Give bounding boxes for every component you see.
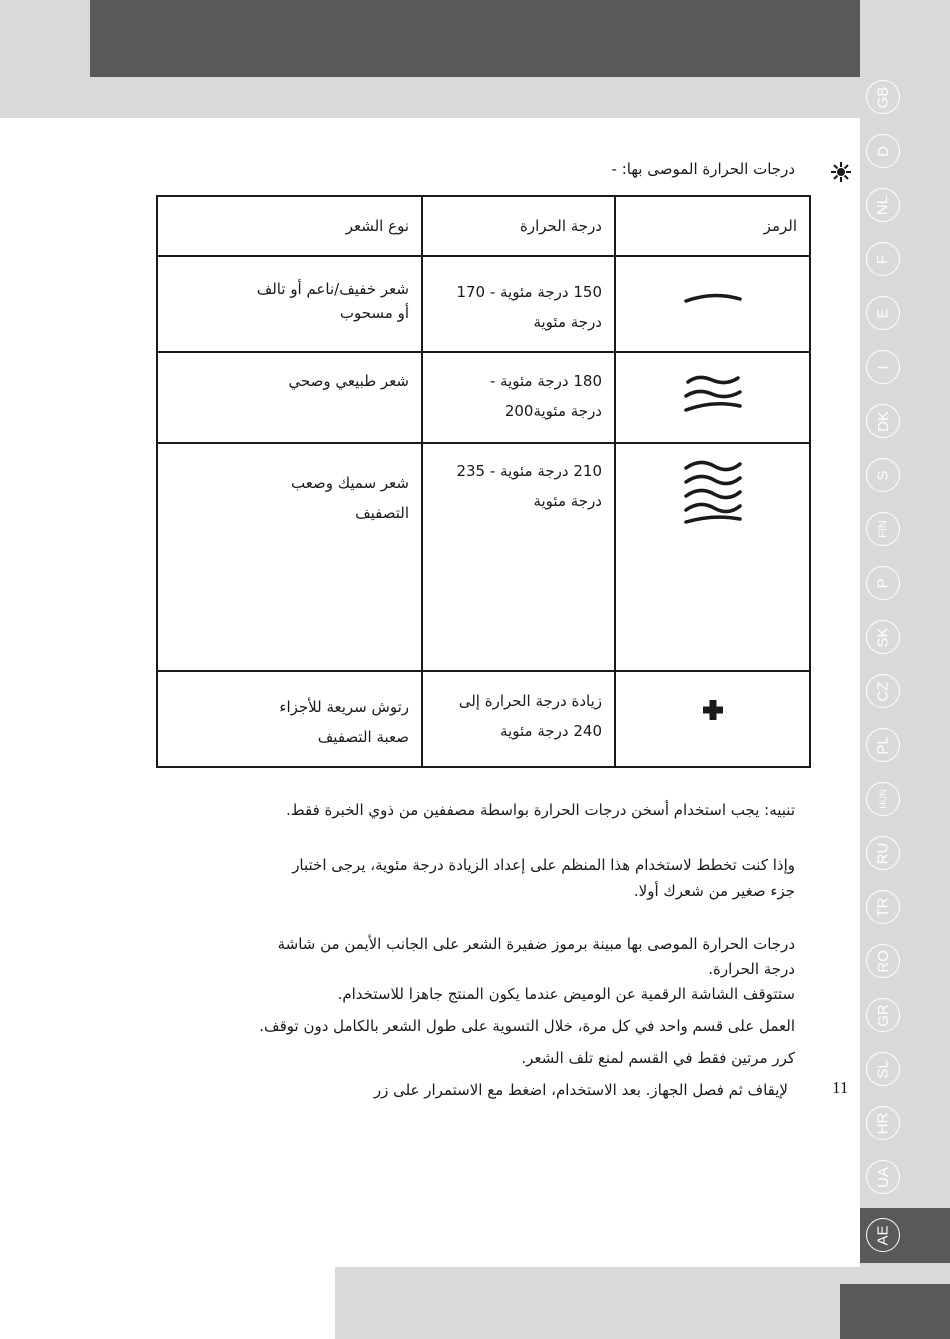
- one-section-line: العمل على قسم واحد في كل مرة، خلال التسوية على طول الشعر بالكامل دون توقف.: [259, 1017, 795, 1035]
- symbol-cell: [615, 256, 810, 352]
- header-hair-type: نوع الشعر: [157, 196, 422, 256]
- lang-tab-dk[interactable]: DK: [866, 404, 900, 438]
- table-row: [157, 443, 810, 671]
- temperature-cell: 150 درجة مئوية - 170 درجة مئوية: [422, 256, 615, 352]
- lang-tab-ru[interactable]: RU: [866, 836, 900, 870]
- hair-type-cell: شعر طبيعي وصحي: [157, 352, 422, 443]
- temperature-cell: 180 درجة مئوية - درجة مئوية200: [422, 352, 615, 443]
- lang-tab-hr[interactable]: HR: [866, 1106, 900, 1140]
- lang-tab-gb[interactable]: GB: [866, 80, 900, 114]
- lang-tab-ua[interactable]: UA: [866, 1160, 900, 1194]
- lang-tab-ro[interactable]: RO: [866, 944, 900, 978]
- warning-paragraph: تنبيه: يجب استخدام أسخن درجات الحرارة بواسطة مصففين من ذوي الخبرة فقط.: [286, 801, 795, 819]
- lang-tab-i[interactable]: I: [866, 350, 900, 384]
- table-header-row: [157, 196, 810, 256]
- three-waves-icon: [678, 456, 748, 526]
- header-symbol: الرمز: [615, 196, 810, 256]
- plus-icon: [701, 698, 725, 722]
- header-temperature: درجة الحرارة: [422, 196, 615, 256]
- lang-tab-nl[interactable]: NL: [866, 188, 900, 222]
- boost-test-line: وإذا كنت تخطط لاستخدام هذا المنظم على إعداد الزيادة درجة مئوية، يرجى اختبار: [292, 856, 795, 874]
- symbol-cell: [615, 443, 810, 671]
- display-ready-line: ستتوقف الشاشة الرقمية عن الوميض عندما يكون المنتج جاهزا للاستخدام.: [337, 985, 795, 1003]
- lang-tab-ae[interactable]: AE: [866, 1218, 900, 1252]
- repeat-twice-line: كرر مرتين فقط في القسم لمنع تلف الشعر.: [521, 1049, 795, 1067]
- lang-tab-cz[interactable]: CZ: [866, 674, 900, 708]
- lang-tab-s[interactable]: S: [866, 458, 900, 492]
- lang-tab-gr[interactable]: GR: [866, 998, 900, 1032]
- lang-tab-f[interactable]: F: [866, 242, 900, 276]
- lang-tab-fin[interactable]: FIN: [866, 512, 900, 546]
- page-number: 11: [832, 1078, 849, 1097]
- recommended-temps-heading: درجات الحرارة الموصى بها: -: [611, 160, 795, 178]
- table-row: [157, 256, 810, 352]
- bottom-corner-block: [840, 1284, 950, 1339]
- sun-icon: [831, 162, 851, 182]
- table-row: [157, 352, 810, 443]
- two-waves-icon: [678, 366, 748, 416]
- bottom-band: [335, 1267, 860, 1339]
- table-row: [157, 671, 810, 767]
- top-header-bar: [90, 0, 860, 77]
- symbols-note-line-2: درجة الحرارة.: [708, 960, 795, 978]
- lang-tab-e[interactable]: E: [866, 296, 900, 330]
- temperature-table: [156, 195, 811, 768]
- temperature-cell: زيادة درجة الحرارة إلى 240 درجة مئوية: [422, 671, 615, 767]
- boost-test-line-2: جزء صغير من شعرك أولا.: [633, 882, 795, 900]
- lang-tab-sk[interactable]: SK: [866, 620, 900, 654]
- hair-type-cell: شعر خفيف/ناعم أو تالف أو مسحوب: [157, 256, 422, 352]
- lang-tab-tr[interactable]: TR: [866, 890, 900, 924]
- hair-type-cell: رتوش سريعة للأجزاء صعبة التصفيف: [157, 671, 422, 767]
- one-wave-icon: [678, 277, 748, 317]
- lang-tab-pl[interactable]: PL: [866, 728, 900, 762]
- lang-tab-d[interactable]: D: [866, 134, 900, 168]
- symbol-cell: [615, 671, 810, 767]
- lang-tab-hun[interactable]: HUN: [866, 782, 900, 816]
- lang-tab-sl[interactable]: SL: [866, 1052, 900, 1086]
- hair-type-cell: شعر سميك وصعب التصفيف: [157, 443, 422, 671]
- symbols-note-line: درجات الحرارة الموصى بها مبينة برموز ضفيرة الشعر على الجانب الأيمن من شاشة: [277, 935, 795, 953]
- symbol-cell: [615, 352, 810, 443]
- temperature-cell: 210 درجة مئوية - 235 درجة مئوية: [422, 443, 615, 671]
- switch-off-line: لإيقاف ثم فصل الجهاز. بعد الاستخدام، اضغط مع الاستمرار على زر: [373, 1081, 788, 1099]
- lang-tab-p[interactable]: P: [866, 566, 900, 600]
